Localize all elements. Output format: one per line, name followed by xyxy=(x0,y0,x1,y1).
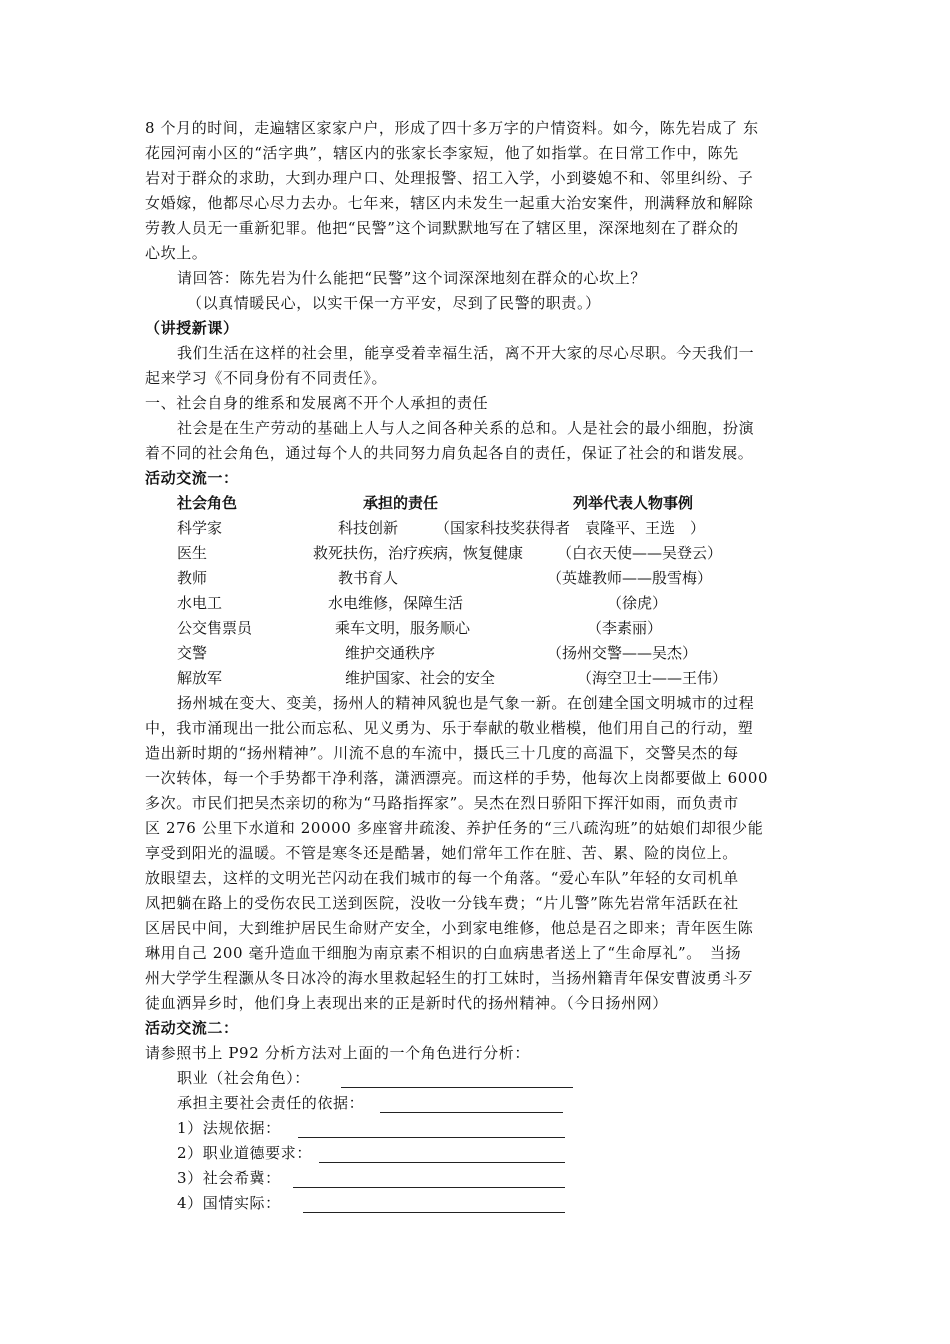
section-new-lesson: （讲授新课） xyxy=(145,319,239,337)
analysis-prompt: 请参照书上 P92 分析方法对上面的一个角色进行分析： xyxy=(145,1044,530,1062)
society-line: 着不同的社会角色，通过每个人的共同努力肩负起各自的责任，保证了社会的和谐发展。 xyxy=(145,444,754,462)
table-cell: 交警 xyxy=(177,644,208,662)
table-cell: （扬州交警——吴杰） xyxy=(547,644,698,662)
table-cell: 科技创新 xyxy=(338,519,399,537)
table-cell: 教书育人 xyxy=(338,569,399,587)
yangzhou-line: 享受到阳光的温暖。不管是寒冬还是酷暑，她们常年工作在脏、苦、累、险的岗位上。 xyxy=(145,844,738,862)
yangzhou-line: 区 276 公里下水道和 20000 多座窨井疏浚、养护任务的“三八疏沟班”的姑娘们却很少能 xyxy=(145,819,764,837)
table-cell: （徐虎） xyxy=(607,594,668,612)
society-line: 社会是在生产劳动的基础上人与人之间各种关系的总和。人是社会的最小细胞，扮演 xyxy=(177,419,755,437)
table-cell: 教师 xyxy=(177,569,208,587)
table-cell: （国家科技奖获得者 袁隆平、王选 ） xyxy=(435,519,706,537)
role-label: 职业（社会角色）： xyxy=(177,1069,310,1087)
table-header: 社会角色 xyxy=(177,494,238,512)
intro-line: 劳教人员无一重新犯罪。他把“民警”这个词默默地写在了辖区里，深深地刻在了群众的 xyxy=(145,219,739,237)
table-cell: 解放军 xyxy=(177,669,223,687)
lesson-intro-line: 起来学习《不同身份有不同责任》。 xyxy=(145,369,388,387)
table-cell: 救死扶伤，治疗疾病，恢复健康 xyxy=(313,544,524,562)
law-blank[interactable] xyxy=(298,1121,565,1138)
ethics-blank[interactable] xyxy=(319,1146,565,1163)
expect-blank[interactable] xyxy=(293,1171,565,1188)
table-cell: 维护交通秩序 xyxy=(345,644,436,662)
table-cell: 维护国家、社会的安全 xyxy=(345,669,496,687)
yangzhou-line: 徒血洒异乡时，他们身上表现出来的正是新时代的扬州精神。（今日扬州网） xyxy=(145,994,668,1012)
question-text: 请回答：陈先岩为什么能把“民警”这个词深深地刻在群众的心坎上？ xyxy=(177,269,646,287)
table-cell: 水电维修，保障生活 xyxy=(328,594,464,612)
intro-line: 花园河南小区的“活字典”，辖区内的张家长李家短，他了如指掌。在日常工作中，陈先 xyxy=(145,144,739,162)
intro-line: 岩对于群众的求助，大到办理户口、处理报警、招工入学，小到婆媳不和、邻里纠纷、子 xyxy=(145,169,754,187)
lesson-intro-line: 我们生活在这样的社会里，能享受着幸福生活，离不开大家的尽心尽职。今天我们一 xyxy=(177,344,755,362)
table-cell: （英雄教师——殷雪梅） xyxy=(547,569,713,587)
yangzhou-line: 造出新时期的“扬州精神”。川流不息的车流中，摄氏三十几度的高温下，交警吴杰的每 xyxy=(145,744,739,762)
table-header: 承担的责任 xyxy=(363,494,439,512)
yangzhou-line: 中，我市涌现出一批公而忘私、见义勇为、乐于奉献的敬业楷模，他们用自己的行动，塑 xyxy=(145,719,754,737)
answer-text: （以真情暖民心，以实干保一方平安，尽到了民警的职责。） xyxy=(187,294,601,312)
yangzhou-line: 州大学学生程灏从冬日冰冷的海水里救起轻生的打工妹时，当扬州籍青年保安曹波勇斗歹 xyxy=(145,969,754,987)
yangzhou-line: 扬州城在变大、变美，扬州人的精神风貌也是气象一新。在创建全国文明城市的过程 xyxy=(177,694,755,712)
ethics-label: 2）职业道德要求： xyxy=(177,1144,312,1162)
yangzhou-line: 放眼望去，这样的文明光芒闪动在我们城市的每一个角落。“爱心车队”年轻的女司机单 xyxy=(145,869,739,887)
table-cell: 乘车文明，服务顺心 xyxy=(335,619,471,637)
table-cell: （李素丽） xyxy=(587,619,663,637)
role-blank[interactable] xyxy=(341,1071,573,1088)
intro-line: 女婚嫁，他都尽心尽力去办。七年来，辖区内未发生一起重大治安案件，刑满释放和解除 xyxy=(145,194,754,212)
yangzhou-line: 琳用自己 200 毫升造血干细胞为南京素不相识的白血病患者送上了“生命厚礼”。 当扬 xyxy=(145,944,742,962)
activity-one-heading: 活动交流一： xyxy=(145,469,239,487)
basis-blank[interactable] xyxy=(380,1096,563,1113)
law-label: 1）法规依据： xyxy=(177,1119,281,1137)
reality-blank[interactable] xyxy=(303,1196,565,1213)
reality-label: 4）国情实际： xyxy=(177,1194,281,1212)
table-cell: 医生 xyxy=(177,544,208,562)
yangzhou-line: 区居民中间，大到维护居民生命财产安全，小到家电维修，他总是召之即来；青年医生陈 xyxy=(145,919,754,937)
table-cell: 水电工 xyxy=(177,594,223,612)
table-header: 列举代表人物事例 xyxy=(573,494,694,512)
activity-two-heading: 活动交流二： xyxy=(145,1019,239,1037)
intro-line: 8 个月的时间，走遍辖区家家户户，形成了四十多万字的户情资料。如今，陈先岩成了 东 xyxy=(145,119,759,137)
table-cell: 科学家 xyxy=(177,519,223,537)
expect-label: 3）社会希冀： xyxy=(177,1169,281,1187)
yangzhou-line: 一次转体，每一个手势都干净利落，潇洒漂亮。而这样的手势，他每次上岗都要做上 6000 xyxy=(145,769,769,787)
yangzhou-line: 凤把躺在路上的受伤农民工送到医院，没收一分钱车费；“片儿警”陈先岩常年活跃在社 xyxy=(145,894,739,912)
basis-label: 承担主要社会责任的依据： xyxy=(177,1094,365,1112)
intro-line: 心坎上。 xyxy=(145,244,208,262)
table-cell: （海空卫士——王伟） xyxy=(577,669,728,687)
table-cell: （白衣天使——吴登云） xyxy=(557,544,723,562)
yangzhou-line: 多次。市民们把吴杰亲切的称为“马路指挥家”。吴杰在烈日骄阳下挥汗如雨，而负责市 xyxy=(145,794,739,812)
table-cell: 公交售票员 xyxy=(177,619,253,637)
heading-one: 一、社会自身的维系和发展离不开个人承担的责任 xyxy=(145,394,489,412)
